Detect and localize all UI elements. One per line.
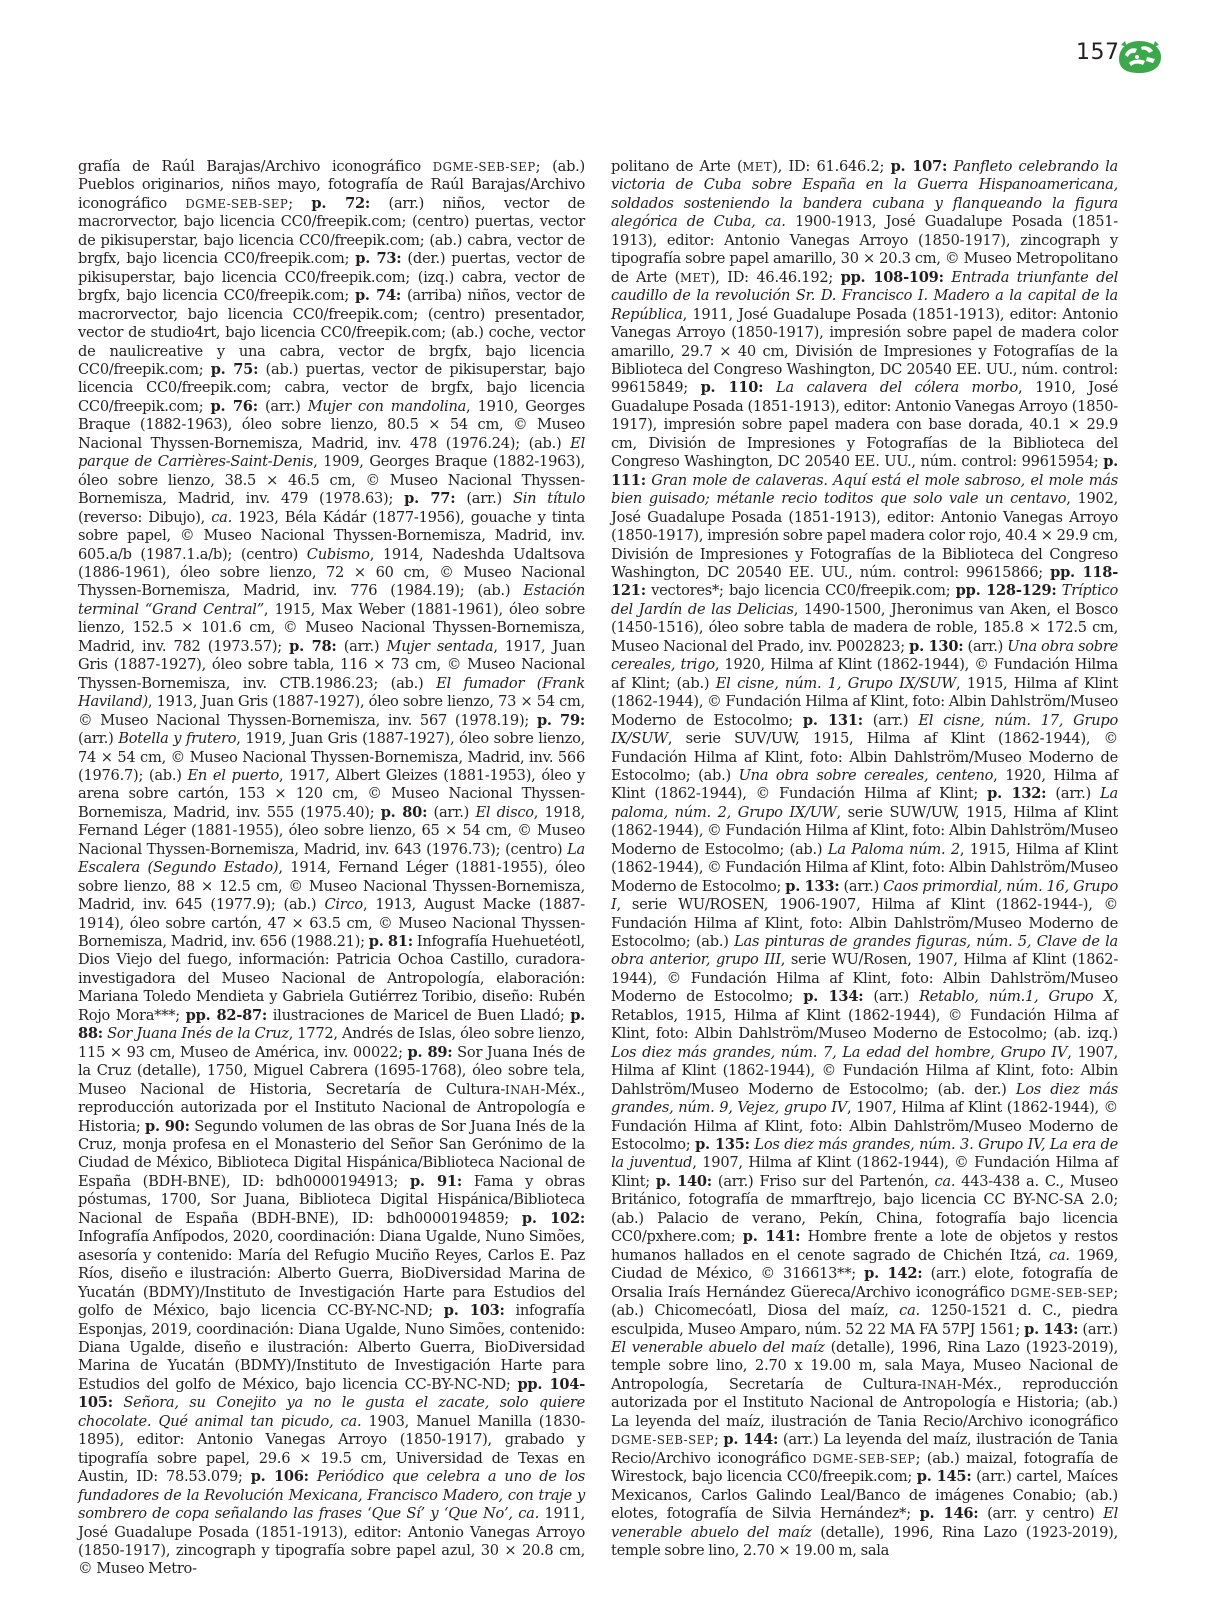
page-ref: p. 143:: [1024, 1320, 1079, 1338]
page-ref: p. 111:: [611, 453, 1118, 489]
work-title: Una obra sobre cereales, centeno: [738, 766, 994, 784]
credit-text: , 1909, Georges Braque (1882-1963), óleo sobre lienzo, 38.5 × 46.5 cm, © Museo Nacional Thyssen-Bornemisza, Madrid, inv. 479 (1978.63);: [78, 453, 586, 508]
work-title: ca.: [934, 1172, 956, 1190]
credit-text: Hombre frente a lote de objetos y restos humanos hallados en el cenote sagrado de Chichén Itzá,: [611, 1228, 1118, 1264]
page-ref: p. 107:: [890, 158, 948, 175]
credit-text: 443-438 a. C., Museo Británico, fotografía de mmarftrejo, bajo licencia CC BY-NC-SA 2.0; (ab.) Palacio de verano, Pekín, China, fotografía bajo licencia CC0/pxhere.com;: [611, 1172, 1119, 1246]
work-title: El disco: [475, 803, 534, 821]
credit-text: ), ID: 61.646.2;: [772, 158, 891, 175]
credits-text-left: [78, 158, 585, 1579]
credit-text: ; (ab.) Pueblos originarios, niños mayo, fotografía de Raúl Barajas/Archivo iconográfico: [78, 158, 586, 212]
credit-text: (arr.): [257, 397, 308, 415]
credit-text: , 1910, Georges Braque (1882-1963), óleo sobre lienzo, 80.5 × 54 cm, © Museo Nacional Thyssen-Bornemisza, Madrid, inv. 478 (1976.24); (ab.): [78, 397, 586, 452]
work-title: Cubismo: [306, 545, 370, 563]
credit-text: ), ID: 46.46.192;: [709, 268, 841, 286]
page-ref: p. 103:: [443, 1302, 505, 1320]
page-ref: p. 141:: [742, 1228, 801, 1246]
credit-text: (arr.): [963, 637, 1008, 655]
page-ref: p. 144:: [723, 1431, 779, 1449]
credit-text: , 1911, José Guadalupe Posada (1851-1913), editor: Antonio Vanegas Arroyo (1850-1917), impresión sobre papel de madera color amarillo, 29.7 × 40 cm, División de Impresiones y Fotografías de la Biblioteca del Congreso Washington, DC 20540 EE. UU., núm. control: 99615849;: [611, 305, 1118, 397]
credit-text: Infografía Huehuetéotl, Dios Viejo del fuego, información: Patricia Ochoa Castillo, curadora-investigadora del Museo Nacional de Antropología, elaboración: Mariana Toledo Mendieta y Gabriela Gutiérrez Toribio, diseño: Rubén Rojo Mora***;: [78, 933, 586, 1024]
page-ref: p. 142:: [864, 1265, 923, 1283]
acronym: DGME-SEB-SEP: [611, 1433, 714, 1448]
work-title: El fumador (Frank Haviland): [78, 674, 585, 711]
credit-text: (arriba) niños, vector de macrorvector, bajo licencia CC0/freepik.com; (centro) presentador, vector de studio4rt, bajo licencia CC0/freepik.com; (ab.) coche, vector de naulicreative y una cabra, vector de brgfx, bajo licencia CC0/freepik.com;: [78, 287, 585, 378]
work-title: El parque de Carrières-Saint-Denis: [78, 434, 585, 471]
work-title: Una obra sobre cereales, trigo: [611, 637, 1118, 674]
credit-text: 1911, José Guadalupe Posada (1851-1913), editor: Antonio Vanegas Arroyo (1850-1917), zincograph y tipografía sobre papel azul, 30 × 20.8 cm, © Museo Metro-: [78, 1505, 586, 1578]
page-ref: p. 73:: [355, 250, 402, 268]
credit-text: (arr.): [1046, 785, 1101, 803]
credit-text: [763, 379, 776, 396]
acronym: INAH: [921, 1377, 958, 1392]
credit-text: , 1914, Nadeshda Udaltsova (1886-1961), óleo sobre lienzo, 72 × 60 cm, © Museo Nacional Thyssen-Bornemisza, Madrid, inv. 776 (1984.19); (ab.): [78, 545, 586, 600]
work-title: ca.: [1049, 1246, 1070, 1264]
credit-text: (arr.): [863, 988, 920, 1006]
credit-text: (arr.): [427, 803, 476, 821]
page-ref: pp. 104-105:: [78, 1375, 586, 1412]
credit-text: , 1913, August Macke (1887-1914), óleo sobre cartón, 47 × 63.5 cm, © Museo Nacional Thyssen-Bornemisza, Madrid, inv. 656 (1988.21);: [78, 896, 585, 951]
credit-text: 1250-1521 d. C., piedra esculpida, Museo Amparo, núm. 52 22 MA FA 57PJ 1561;: [611, 1302, 1118, 1338]
work-title: La calavera del cólera morbo: [775, 379, 1019, 397]
page-ref: p. 89:: [407, 1043, 453, 1061]
credit-text: ; (ab.) maizal, fotografía de Wirestock, bajo licencia CC0/freepik.com;: [611, 1449, 1118, 1486]
credit-text: (der.) puertas, vector de pikisuperstar, bajo licencia CC0/freepik.com; (izq.) cabra, vector de brgfx, bajo licencia CC0/freepik.com;: [78, 250, 585, 305]
work-title: Los diez más grandes, núm. 3. Grupo IV, La era de la juventud: [611, 1136, 1118, 1172]
credit-text: (detalle), 1996, Rina Lazo (1923-2019), temple sobre lino, 2.70 x 19.00 m, sala Maya, Museo Nacional de Antropología, Secretaría de Cultura-: [611, 1339, 1118, 1393]
page-ref: p. 130:: [909, 637, 964, 655]
page-ref: p. 102:: [521, 1209, 586, 1227]
credit-text: ; (ab.) Chicomecóatl, Diosa del maíz,: [611, 1283, 1118, 1320]
acronym: INAH: [505, 1082, 541, 1097]
work-title: Panfleto celebrando la victoria de Cuba sobre España en la Guerra Hispanoamericana, soldados sosteniendo la bandera cubana y flanqueando la figura alegórica de Cuba, ca.: [611, 158, 1118, 231]
work-title: El cisne, núm. 1, Grupo IX/SUW: [715, 674, 956, 692]
page-ref: p. 106:: [250, 1468, 309, 1486]
page-ref: p. 74:: [354, 287, 402, 305]
page-number: 157: [1076, 40, 1120, 65]
page-ref: p. 91:: [409, 1172, 462, 1190]
page-ref: pp. 128-129:: [955, 582, 1057, 600]
page-ref: p. 76:: [210, 397, 258, 415]
credit-text: , 1907, Hilma af Klint (1862-1944), © Fundación Hilma af Klint;: [611, 1154, 1118, 1190]
credit-text: (reverso: Dibujo),: [78, 508, 212, 526]
credit-text: ;: [713, 1431, 724, 1449]
credit-text: 1923, Béla Kádár (1877-1956), gouache y tinta sobre papel, © Museo Nacional Thyssen-Bornemisza, Madrid, inv. 605.a/b (1987.1.a/b); (centro): [78, 508, 585, 563]
credit-text: (arr. y centro): [978, 1505, 1104, 1523]
credit-text: (detalle), 1996, Rina Lazo (1923-2019), temple sobre lino, 2.70 × 19.00 m, sala: [611, 1523, 1119, 1559]
work-title: Tríptico del Jardín de las Delicias: [611, 582, 1119, 618]
page-ref: p. 77:: [404, 490, 456, 508]
credit-text: 1900-1913, José Guadalupe Posada (1851-1913), editor: Antonio Vanegas Arroyo (1850-1917), zincograph y tipografía sobre papel amarillo, 30 × 20.3 cm, © Museo Metropolitano de Arte (: [611, 213, 1118, 286]
work-title: Señora, su Conejito ya no le gusta el zacate, solo quiere chocolate. Qué animal tan picudo, ca.: [78, 1394, 586, 1430]
work-title: Mujer con mandolina: [307, 397, 467, 415]
credits-column-right: [611, 158, 1118, 1560]
credit-text: (arr.) cartel, Maíces Mexicanos, Carlos Galindo Leal/Banco de imágenes Conabio; (ab.) elotes, fotografía de Silvia Hernández*;: [611, 1468, 1118, 1523]
credit-text: , 1490-1500, Jheronimus van Aken, el Bosco (1450-1516), óleo sobre tabla de madera de roble, 185.8 × 172.5 cm, Museo Nacional del Prado, inv. P002823;: [611, 600, 1118, 655]
credit-text: , 1907, Hilma af Klint (1862-1944), © Fundación Hilma af Klint, foto: Albin Dahlström/Museo Moderno de Estocolmo; (ab. der.): [611, 1043, 1118, 1098]
page-ref: pp. 108-109:: [840, 268, 944, 286]
credit-text: , 1918, Fernand Léger (1881-1955), óleo sobre lienzo, 65 × 54 cm, © Museo Nacional Thyssen-Bornemisza, Madrid, inv. 643 (1976.73); (centro): [78, 803, 586, 858]
credit-text: , Retablos, 1915, Hilma af Klint (1862-1944), © Fundación Hilma af Klint, foto: Albin Dahlström/Museo Moderno de Estocolmo; (ab. izq.): [611, 988, 1118, 1043]
work-title: Entrada triunfante del caudillo de la revolución Sr. D. Francisco I. Madero a la capital de la República: [611, 268, 1118, 323]
credit-text: , serie WU/Rosen, 1907, Hilma af Klint (1862-1944), © Fundación Hilma af Klint, foto: Albin Dahlström/Museo Moderno de Estocolmo;: [611, 951, 1118, 1006]
page-ref: pp. 118-121:: [611, 563, 1118, 600]
credit-text: , 1915, Hilma af Klint (1862-1944), © Fundación Hilma af Klint, foto: Albin Dahlström/Museo Moderno de Estocolmo;: [611, 840, 1118, 895]
credit-text: , serie SUV/UW, 1915, Hilma af Klint (1862-1944), © Fundación Hilma af Klint, foto: Albin Dahlström/Museo Moderno de Estocolmo; (ab.): [611, 730, 1118, 784]
credit-text: , 1917, Albert Gleizes (1881-1953), óleo y arena sobre cartón, 153 × 120 cm, © Museo Nacional Thyssen-Bornemisza, Madrid, inv. 555 (1975.40);: [78, 766, 585, 821]
work-title: Circo: [324, 896, 363, 914]
page-ref: p. 79:: [536, 711, 586, 729]
credit-text: 1903, Manuel Manilla (1830-1895), editor: Antonio Vanegas Arroyo (1850-1917), grabado y tipografía sobre papel, 29.6 × 19.5 cm, Universidad de Texas en Austin, ID: 78.53.079;: [78, 1412, 586, 1486]
credit-text: (arr.) niños, vector de macrorvector, bajo licencia CC0/freepik.com; (centro) puertas, vector de pikisuperstar, bajo licencia CC0/freepik.com; (ab.) cabra, vector de brgfx, bajo licencia CC0/freepik.com;: [78, 194, 586, 268]
work-title: Periódico que celebra a uno de los fundadores de la Revolución Mexicana, Francisco Madero, con traje y sombrero de copa señalando las frases ‘Que Sí’ y ‘Que No’, ca.: [78, 1468, 586, 1523]
credit-text: -Méx., reproducción autorizada por el Instituto Nacional de Antropología e Historia; (ab.) La leyenda del maíz, ilustración de Tania Recio/Archivo iconográfico: [611, 1375, 1118, 1430]
page-ref: p. 133:: [785, 877, 840, 895]
work-title: ca.: [211, 508, 232, 526]
work-title: Sin título: [512, 490, 586, 508]
credit-text: (ab.) puertas, vector de pikisuperstar, bajo licencia CC0/freepik.com; cabra, vector de brgfx, bajo licencia CC0/freepik.com;: [78, 360, 585, 415]
work-title: ca.: [899, 1302, 920, 1320]
page-ref: p. 80:: [380, 803, 428, 821]
credits-column-left: [78, 158, 585, 1579]
work-title: Retablo, núm.1, Grupo X: [919, 988, 1114, 1006]
credit-text: (arr.) elote, fotografía de Orsalia Iraís Hernández Güereca/Archivo iconográfico: [611, 1265, 1119, 1301]
credit-text: , 1920, Hilma af Klint (1862-1944), © Fundación Hilma af Klint; (ab.): [611, 656, 1118, 692]
credit-text: (arr.): [455, 490, 513, 508]
credit-text: (arr.): [839, 877, 884, 895]
page-ref: p. 146:: [919, 1505, 979, 1523]
credits-text-right: [611, 158, 1118, 1560]
acronym: MET: [742, 160, 773, 174]
page-ref: p. 140:: [655, 1172, 712, 1190]
credit-text: vectores*; bajo licencia CC0/freepik.com;: [645, 582, 956, 600]
credit-text: , 1914, Fernand Léger (1881-1955), óleo sobre lienzo, 88 × 12.5 cm, © Museo Nacional Thyssen-Bornemisza, Madrid, inv. 645 (1977.9); (ab.): [78, 859, 585, 914]
credit-text: , 1915, Hilma af Klint (1862-1944), © Fundación Hilma af Klint, foto: Albin Dahlström/Museo Moderno de Estocolmo;: [611, 674, 1118, 729]
acronym: MET: [680, 270, 710, 285]
work-title: La Paloma núm. 2: [827, 840, 960, 858]
page-ref: p. 88:: [78, 1006, 586, 1043]
page-ref: p. 135:: [695, 1136, 750, 1154]
page-ref: p. 72:: [311, 194, 371, 212]
work-title: Sor Juana Inés de la Cruz: [107, 1025, 289, 1043]
credit-text: , 1920, Hilma af Klint (1862-1944), © Fundación Hilma af Klint;: [611, 766, 1118, 803]
green-deer-emblem-icon: [1115, 37, 1163, 75]
work-title: La Escalera (Segundo Estado): [78, 840, 585, 877]
credit-text: (arr.) Friso sur del Partenón,: [711, 1172, 935, 1190]
credit-text: ;: [288, 194, 312, 212]
credit-text: , serie WU/ROSEN, 1906-1907, Hilma af Klint (1862-1944-), © Fundación Hilma af Klint, foto: Albin Dahlström/Museo Moderno de Estocolmo; (ab.): [611, 896, 1118, 951]
work-title: Las pinturas de grandes figuras, núm. 5, Clave de la obra anterior, grupo III: [611, 933, 1118, 969]
credit-text: ilustraciones de Maricel de Buen Lladó;: [267, 1006, 571, 1024]
credit-text: (arr.): [336, 637, 387, 655]
credit-text: , 1913, Juan Gris (1887-1927), óleo sobre lienzo, 73 × 54 cm, © Museo Nacional Thyssen-Bornemisza, inv. 567 (1978.19);: [78, 693, 585, 729]
page-ref: p. 131:: [802, 711, 863, 729]
work-title: El venerable abuelo del maíz: [611, 1339, 825, 1356]
work-title: Caos primordial, núm. 16, Grupo I: [611, 877, 1118, 914]
page-ref: p. 145:: [916, 1468, 972, 1486]
page-ref: p. 81:: [368, 933, 413, 951]
credit-text: [309, 1468, 317, 1485]
page-ref: p. 75:: [210, 360, 259, 378]
page-ref: p. 110:: [700, 379, 764, 397]
acronym: DGME-SEB-SEP: [185, 196, 289, 211]
credit-text: Sor Juana Inés de la Cruz (detalle), 1750, Miguel Cabrera (1695-1768), óleo sobre tela, Museo Nacional de Historia, Secretaría de Cultura-: [78, 1043, 585, 1098]
credit-text: -Méx., reproducción autorizada por el Instituto Nacional de Antropología e Historia;: [78, 1080, 585, 1135]
credit-text: 1969, Ciudad de México, © 316613**;: [611, 1246, 1119, 1283]
page-ref: p. 134:: [803, 988, 864, 1006]
credit-text: (arr.): [1078, 1320, 1119, 1338]
acronym: DGME-SEB-SEP: [1010, 1285, 1114, 1300]
credit-text: , 1902, José Guadalupe Posada (1851-1913), editor: Antonio Vanegas Arroyo (1850-1917), impresión sobre papel madera color rojo, 40.4 × 29.9 cm, División de Impresiones y Fotografías de la Biblioteca del Congreso Washington, DC 20540 EE. UU., núm. control: 99615866;: [611, 490, 1118, 581]
credit-text: (arr.) La leyenda del maíz, ilustración de Tania Recio/Archivo iconográfico: [611, 1431, 1118, 1467]
work-title: El cisne, núm. 17, Grupo IX/SUW: [611, 711, 1119, 748]
credit-text: , 1915, Max Weber (1881-1961), óleo sobre lienzo, 152.5 × 101.6 cm, © Museo Nacional Thyssen-Bornemisza, Madrid, inv. 782 (1973.57);: [78, 600, 585, 655]
work-title: Estación terminal “Grand Central”: [78, 582, 585, 618]
credit-text: Segundo volumen de las obras de Sor Juana Inés de la Cruz, monja profesa en el Monasterio del Señor San Gerónimo de la Ciudad de México, Biblioteca Digital Hispánica/Biblioteca Nacional de España (BDH-BNE), ID: bdh0000194913;: [78, 1117, 586, 1190]
credit-text: , serie SUW/UW, 1915, Hilma af Klint (1862-1944), © Fundación Hilma af Klint, foto: Albin Dahlström/Museo Moderno de Estocolmo; (ab.): [611, 803, 1118, 858]
credit-text: infografía Esponjas, 2019, coordinación: Diana Ugalde, Nuno Simões, contenido: Diana Ugalde, diseño e ilustración: Alberto Guerra, BioDiversidad Marina de Yucatán (BDMY)/Instituto de Investigación Harte para Estudios del golfo de México, bajo licencia CC-BY-NC-ND;: [78, 1302, 586, 1393]
credit-text: , 1910, José Guadalupe Posada (1851-1913), editor: Antonio Vanegas Arroyo (1850-1917), impresión sobre papel madera con base dorada, 40.1 × 29.9 cm, División de Impresiones y Fotografías de la Biblioteca del Congreso Washington, DC 20540 EE. UU., núm. control: 99615954;: [611, 379, 1118, 471]
page-ref: p. 78:: [289, 637, 337, 655]
work-title: Los diez más grandes, núm. 7, La edad del hombre, Grupo IV: [611, 1043, 1068, 1061]
credit-text: grafía de Raúl Barajas/Archivo iconográfico: [78, 158, 433, 175]
credit-text: (arr.): [78, 730, 119, 748]
acronym: DGME-SEB-SEP: [812, 1451, 916, 1466]
work-title: La paloma, núm. 2, Grupo IX/UW: [611, 785, 1119, 821]
credit-text: Fama y obras póstumas, 1700, Sor Juana, Biblioteca Digital Hispánica/Biblioteca Nacional de España (BDH-BNE), ID: bdh0000194859;: [78, 1172, 585, 1227]
work-title: Gran mole de calaveras. Aquí está el mole sabroso, el mole más bien guisado; métanle recio toditos que solo vale un centavo: [611, 471, 1118, 508]
work-title: Los diez más grandes, núm. 9, Vejez, grupo IV: [611, 1080, 1119, 1117]
work-title: En el puerto: [187, 766, 279, 784]
credit-text: , 1919, Juan Gris (1887-1927), óleo sobre lienzo, 74 × 54 cm, © Museo Nacional Thyssen-Bornemisza, Madrid, inv. 566 (1976.7); (ab.): [78, 730, 586, 784]
acronym: DGME-SEB-SEP: [432, 160, 536, 174]
work-title: Botella y frutero: [118, 730, 237, 748]
credit-text: , 1907, Hilma af Klint (1862-1944), © Fundación Hilma af Klint, foto: Albin Dahlström/Museo Moderno de Estocolmo;: [611, 1099, 1118, 1154]
page-ref: p. 90:: [145, 1117, 190, 1135]
credit-text: (arr.): [862, 711, 919, 729]
page-ref: p. 132:: [987, 785, 1047, 803]
credit-text: politano de Arte (: [611, 158, 743, 175]
work-title: Mujer sentada: [386, 637, 494, 655]
credit-text: , 1917, Juan Gris (1887-1927), óleo sobre tabla, 116 × 73 cm, © Museo Nacional Thyssen-Bornemisza, inv. CTB.1986.23; (ab.): [78, 637, 585, 692]
credit-text: Infografía Anfípodos, 2020, coordinación: Diana Ugalde, Nuno Simões, asesoría y contenido: María del Refugio Muciño Reyes, Carlos E. Paz Ríos, diseño e ilustración: Alberto Guerra, BioDiversidad Marina de Yucatán (BDMY)/Instituto de Investigación Harte para Estudios del golfo de México, bajo licencia CC-BY-NC-ND;: [78, 1228, 585, 1320]
work-title: El venerable abuelo del maíz: [611, 1505, 1118, 1541]
credit-text: [113, 1394, 124, 1411]
page-ref: pp. 82-87:: [185, 1006, 268, 1024]
credit-text: , 1772, Andrés de Islas, óleo sobre lienzo, 115 × 93 cm, Museo de América, inv. 00022;: [78, 1025, 586, 1061]
